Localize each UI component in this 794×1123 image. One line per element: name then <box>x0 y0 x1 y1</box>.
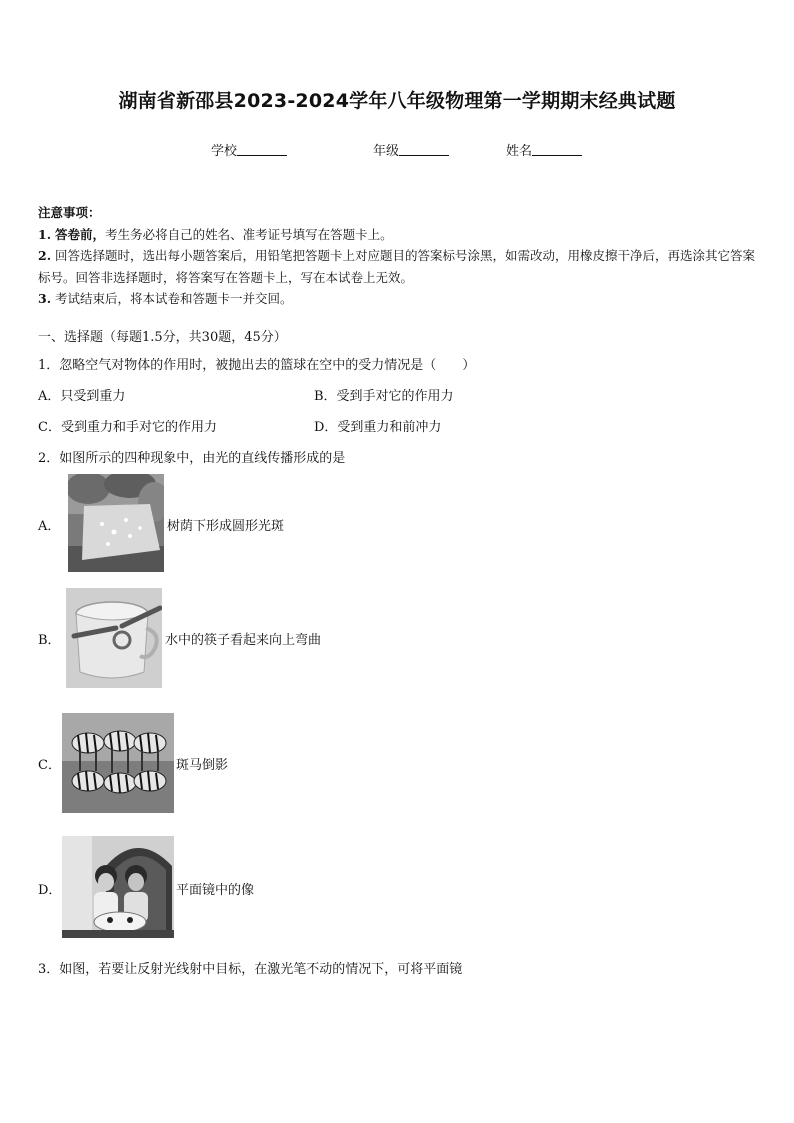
note-item-3 <box>38 288 763 310</box>
mirror-image <box>62 836 174 938</box>
q3-stem: 3．如图，若要让反射光线射中目标，在激光笔不动的情况下，可将平面镜 <box>38 962 463 977</box>
q2-option-c-letter: C． <box>38 758 61 773</box>
name-blank <box>532 143 582 156</box>
note-item-2 <box>38 245 763 288</box>
zebra-reflection-image <box>62 713 174 813</box>
grade-field <box>373 140 449 159</box>
q1-stem: 1．忽略空气对物体的作用时，被抛出去的篮球在空中的受力情况是（ ） <box>38 358 476 373</box>
school-blank <box>237 143 287 156</box>
note-text: 考试结束后，将本试卷和答题卡一并交回。 <box>55 291 293 306</box>
chopstick-cup-image <box>66 588 162 688</box>
name-field <box>506 140 582 159</box>
school-field <box>211 140 287 159</box>
q2-option-d-caption: 平面镜中的像 <box>176 883 255 898</box>
grade-label: 年级 <box>373 144 400 159</box>
notes-heading: 注意事项： <box>38 205 101 220</box>
q2-option-a-letter: A． <box>38 519 61 534</box>
note-num: 2. <box>38 248 52 263</box>
page-title: 湖南省新邵县2023-2024学年八年级物理第一学期期末经典试题 <box>118 90 676 112</box>
notes-block <box>38 202 763 310</box>
tree-shade-image <box>68 474 164 572</box>
grade-blank <box>399 143 449 156</box>
note-item-1 <box>38 224 763 246</box>
note-num: 3. <box>38 291 52 306</box>
q2-option-c-caption: 斑马倒影 <box>176 758 229 773</box>
q2-option-b-caption: 水中的筷子看起来向上弯曲 <box>165 633 322 648</box>
q1-option-a: A．只受到重力 <box>38 389 126 404</box>
q2-option-b-letter: B． <box>38 633 61 648</box>
note-lead: 答卷前， <box>55 226 106 242</box>
note-text: 回答选择题时，选出每小题答案后，用铅笔把答题卡上对应题目的答案标号涂黑，如需改动，用橡皮擦干净后，再选涂其它答案标号。回答非选择题时，将答案写在答题卡上，写在本试卷上无效。 <box>38 248 756 285</box>
note-num: 1. <box>38 226 52 242</box>
q1-option-d: D．受到重力和前冲力 <box>314 420 442 435</box>
name-label: 姓名 <box>506 144 533 159</box>
q1-option-b: B．受到手对它的作用力 <box>314 389 454 404</box>
q2-option-a-caption: 树荫下形成圆形光斑 <box>167 519 285 534</box>
q2-option-d-letter: D． <box>38 883 62 898</box>
school-label: 学校 <box>211 144 238 159</box>
q1-option-c: C．受到重力和手对它的作用力 <box>38 420 217 435</box>
q2-stem: 2．如图所示的四种现象中，由光的直线传播形成的是 <box>38 451 346 466</box>
note-text: 考生务必将自己的姓名、准考证号填写在答题卡上。 <box>105 226 393 242</box>
section-heading: 一、选择题（每题1.5分，共30题，45分） <box>38 330 287 345</box>
